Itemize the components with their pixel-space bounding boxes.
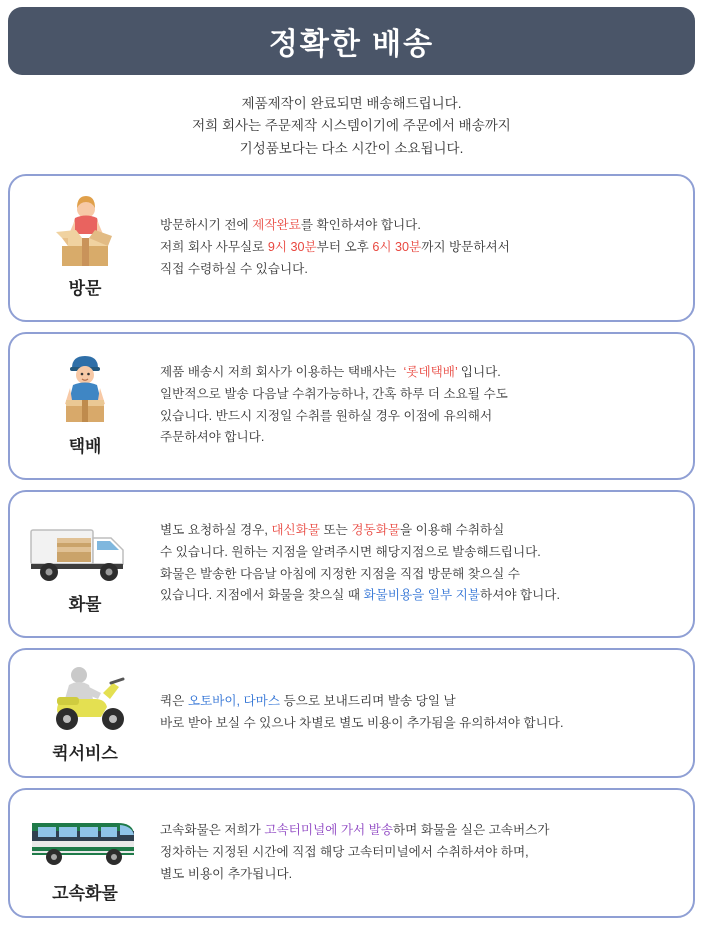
text-line: 정차하는 지정된 시간에 직접 해당 고속터미널에서 수취하셔야 하며, [160,844,529,859]
section-icon-area [10,506,160,621]
text-line: 별도 요청하실 경우, 대신화물 또는 경동화물을 이용해 수취하실 [160,523,505,538]
section-label: 퀵서비스 [52,744,118,764]
text-line: 고속화물은 저희가 고속터미널에 가서 발송하며 화물을 실은 고속버스가 [160,823,550,838]
text-line: 바로 받아 보실 수 있으나 차별로 별도 비용이 추가됨을 유의하셔야 합니다. [160,715,564,730]
delivery-info-page [0,7,703,939]
freight-truck-icon [27,512,143,586]
text-line: 저희 회사 사무실로 9시 30분부터 오후 6시 30분까지 방문하셔서 [160,239,510,254]
section-icon-area [10,190,160,305]
text-line: 방문하시기 전에 제작완료를 확인하셔야 합니다. [160,218,421,233]
express-bus-icon [26,801,144,875]
intro-paragraph [0,93,703,160]
text-line: 주문하셔야 합니다. [160,430,265,445]
section-label: 고속화물 [52,884,118,904]
page-title: 정확한 배송 [268,28,435,61]
text-line: 직접 수령하실 수 있습니다. [160,261,308,276]
text-line: 수 있습니다. 원하는 지점을 알려주시면 해당지점으로 발송해드립니다. [160,545,541,560]
text-line: 퀵은 오토바이, 다마스 등으로 보내드리며 발송 당일 날 [160,694,456,709]
text-line: 있습니다. 반드시 지정일 수취를 원하실 경우 이점에 유의해서 [160,408,493,423]
intro-line: 제품제작이 완료되면 배송해드립니다. [241,96,462,111]
section-card-visit [8,174,695,322]
section-text [160,512,693,615]
text-line: 별도 비용이 추가됩니다. [160,866,293,881]
text-line: 있습니다. 지점에서 화물을 찾으실 때 화물비용을 일부 지불하셔야 합니다. [160,588,560,603]
text-line: 일반적으로 발송 다음날 수취가능하나, 간혹 하루 더 소요될 수도 [160,387,508,402]
section-card-freight [8,490,695,638]
section-card-quick [8,648,695,778]
section-text [160,683,693,742]
section-icon-area [10,795,160,910]
section-card-parcel [8,332,695,480]
section-label: 방문 [68,279,102,299]
delivery-man-icon [42,354,128,428]
section-text [160,812,693,893]
section-label: 택배 [68,437,102,457]
scooter-icon [33,661,137,735]
page-header [8,7,695,75]
person-with-box-icon [42,196,128,270]
section-icon-area [10,348,160,463]
section-label: 화물 [68,595,102,615]
section-icon-area [10,655,160,770]
section-text [160,354,693,457]
section-card-express [8,788,695,918]
section-text [160,207,693,288]
intro-line: 저희 회사는 주문제작 시스템이기에 주문에서 배송까지 [192,118,511,134]
intro-line: 기성품보다는 다소 시간이 소요됩니다. [239,140,464,156]
text-line: 화물은 발송한 다음날 아침에 지정한 지점을 직접 방문해 찾으실 수 [160,566,520,581]
text-line: 제품 배송시 저희 회사가 이용하는 택배사는 ‘롯데택배’ 입니다. [160,365,501,380]
